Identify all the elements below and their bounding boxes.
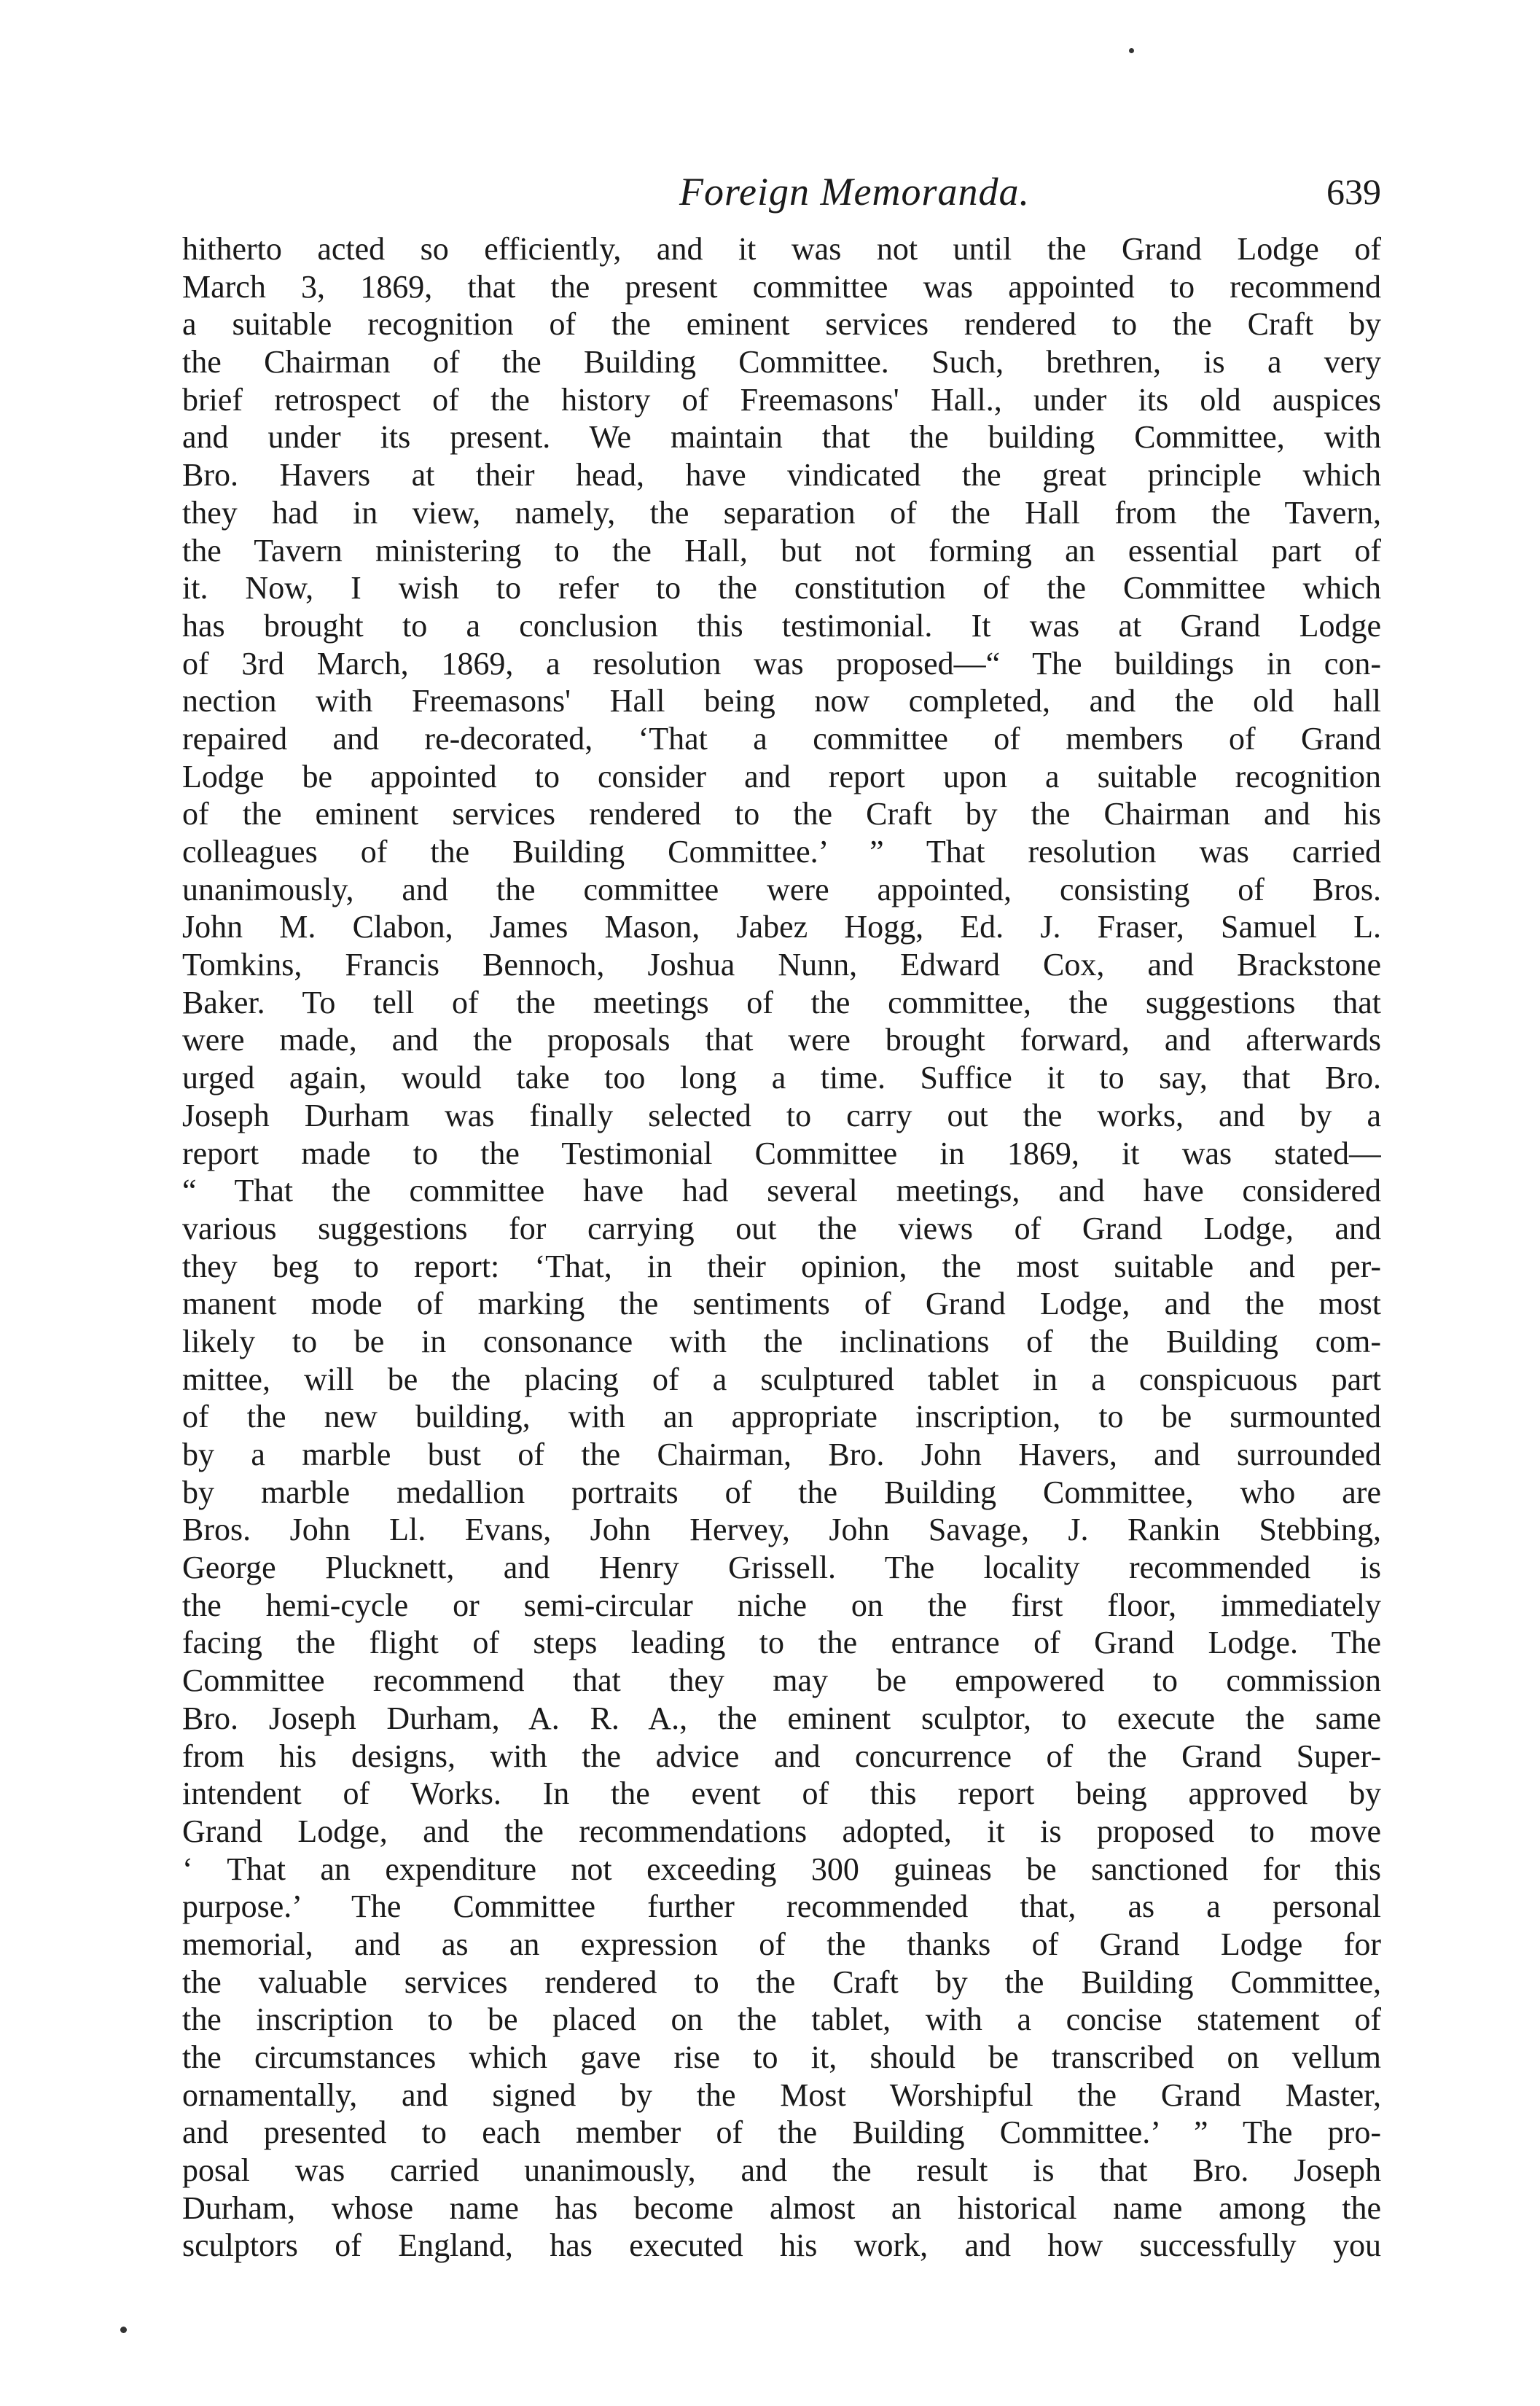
text-line: of the eminent services rendered to the Craft by the Chairman and his — [182, 796, 1381, 832]
text-line: colleagues of the Building Committee.’ ” That resolution was carried — [182, 834, 1381, 870]
text-line: the inscription to be placed on the tablet, with a concise statement of — [182, 2001, 1381, 2038]
text-line: Grand Lodge, and the recommendations adopted, it is proposed to move — [182, 1813, 1381, 1849]
text-line: Baker. To tell of the meetings of the committee, the suggestions that — [182, 984, 1381, 1020]
ink-speck — [1129, 48, 1134, 53]
running-header — [182, 166, 1381, 217]
text-line: were made, and the proposals that were brought forward, and afterwards — [182, 1022, 1381, 1058]
text-line: and presented to each member of the Building Committee.’ ” The pro- — [182, 2114, 1381, 2151]
text-line: of the new building, with an appropriate inscription, to be surmounted — [182, 1399, 1381, 1435]
text-line: nection with Freemasons' Hall being now completed, and the old hall — [182, 683, 1381, 719]
text-line: ornamentally, and signed by the Most Worshipful the Grand Master, — [182, 2077, 1381, 2113]
text-line: mittee, will be the placing of a sculptured tablet in a conspicuous part — [182, 1361, 1381, 1397]
text-line: Lodge be appointed to consider and report upon a suitable recognition — [182, 758, 1381, 794]
text-line: George Plucknett, and Henry Grissell. The locality recommended is — [182, 1550, 1381, 1586]
text-line: ‘ That an expenditure not exceeding 300 guineas be sanctioned for this — [182, 1851, 1381, 1887]
text-line: the circumstances which gave rise to it, should be transcribed on vellum — [182, 2039, 1381, 2075]
text-line: facing the flight of steps leading to the entrance of Grand Lodge. The — [182, 1625, 1381, 1661]
text-line: brief retrospect of the history of Freemasons' Hall., under its old auspices — [182, 381, 1381, 418]
text-line: Tomkins, Francis Bennoch, Joshua Nunn, Edward Cox, and Brackstone — [182, 947, 1381, 983]
text-line: by a marble bust of the Chairman, Bro. John Havers, and surrounded — [182, 1437, 1381, 1472]
text-line: urged again, would take too long a time. Suffice it to say, that Bro. — [182, 1060, 1381, 1096]
page-number: 639 — [1326, 171, 1381, 212]
text-line: posal was carried unanimously, and the result is that Bro. Joseph — [182, 2152, 1381, 2189]
text-line: report made to the Testimonial Committee in 1869, it was stated— — [182, 1135, 1381, 1171]
text-line: by marble medallion portraits of the Building Committee, who are — [182, 1474, 1381, 1510]
text-line: repaired and re-decorated, ‘That a committee of members of Grand — [182, 720, 1381, 757]
text-line: they beg to report: ‘That, in their opinion, the most suitable and per- — [182, 1248, 1381, 1284]
text-line: Bro. Havers at their head, have vindicated the great principle which — [182, 457, 1381, 493]
text-line: Bros. John Ll. Evans, John Hervey, John Savage, J. Rankin Stebbing, — [182, 1512, 1381, 1548]
text-line: the hemi-cycle or semi-circular niche on the first floor, immediately — [182, 1587, 1381, 1623]
text-line: “ That the committee have had several meetings, and have considered — [182, 1173, 1381, 1209]
text-line: the Chairman of the Building Committee. Such, brethren, is a very — [182, 344, 1381, 380]
text-line: various suggestions for carrying out the views of Grand Lodge, and — [182, 1210, 1381, 1246]
text-line: and under its present. We maintain that the building Committee, with — [182, 419, 1381, 456]
text-line: purpose.’ The Committee further recommended that, as a personal — [182, 1889, 1381, 1925]
text-line: of 3rd March, 1869, a resolution was proposed—“ The buildings in con- — [182, 645, 1381, 681]
text-line: Durham, whose name has become almost an historical name among the — [182, 2190, 1381, 2226]
text-line: from his designs, with the advice and concurrence of the Grand Super- — [182, 1738, 1381, 1774]
text-line: it. Now, I wish to refer to the constitution of the Committee which — [182, 570, 1381, 606]
text-line: likely to be in consonance with the inclinations of the Building com- — [182, 1323, 1381, 1359]
text-line: March 3, 1869, that the present committee was appointed to recommend — [182, 268, 1381, 305]
text-line: they had in view, namely, the separation of the Hall from the Tavern, — [182, 494, 1381, 531]
text-line: the valuable services rendered to the Craft by the Building Committee, — [182, 1964, 1381, 2000]
text-line: Bro. Joseph Durham, A. R. A., the eminent sculptor, to execute the same — [182, 1700, 1381, 1736]
ink-speck — [120, 2327, 127, 2333]
text-line: intendent of Works. In the event of this report being approved by — [182, 1776, 1381, 1812]
text-line: hitherto acted so efficiently, and it was not until the Grand Lodge of — [182, 231, 1381, 267]
text-line: memorial, and as an expression of the thanks of Grand Lodge for — [182, 1926, 1381, 1962]
body-text — [182, 230, 1381, 2265]
text-line: Joseph Durham was finally selected to carry out the works, and by a — [182, 1097, 1381, 1133]
text-line: a suitable recognition of the eminent services rendered to the Craft by — [182, 306, 1381, 343]
text-line: unanimously, and the committee were appointed, consisting of Bros. — [182, 871, 1381, 907]
text-line: sculptors of England, has executed his work, and how successfully you — [182, 2227, 1381, 2264]
text-line: Committee recommend that they may be empowered to commission — [182, 1663, 1381, 1699]
text-line: manent mode of marking the sentiments of Grand Lodge, and the most — [182, 1286, 1381, 1322]
text-line: the Tavern ministering to the Hall, but not forming an essential part of — [182, 532, 1381, 569]
running-title: Foreign Memoranda. — [679, 170, 1030, 214]
text-line: has brought to a conclusion this testimonial. It was at Grand Lodge — [182, 607, 1381, 644]
text-line: John M. Clabon, James Mason, Jabez Hogg, Ed. J. Fraser, Samuel L. — [182, 909, 1381, 945]
